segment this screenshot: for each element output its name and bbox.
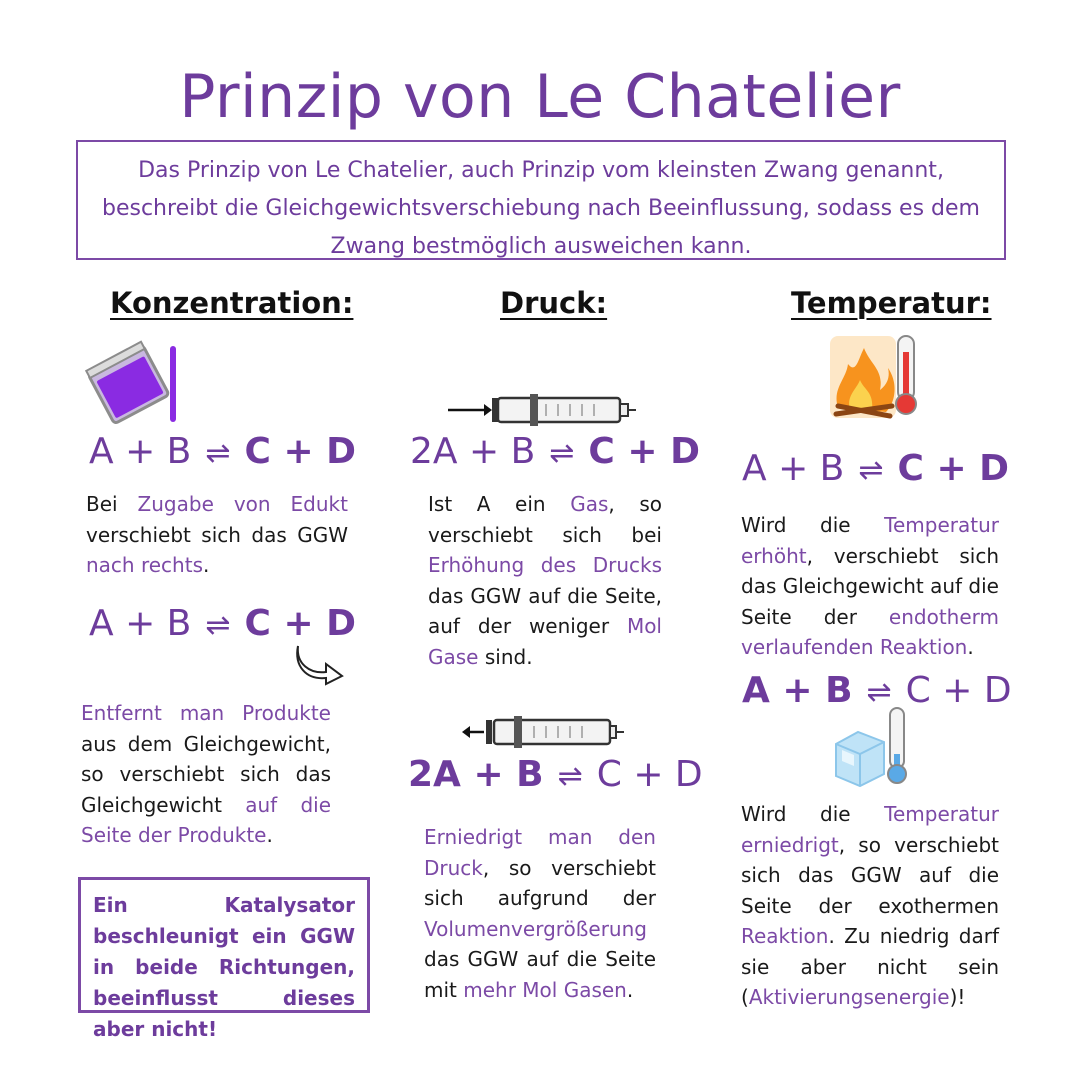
equilibrium-arrow: ⇌ bbox=[858, 453, 884, 488]
text: . bbox=[202, 553, 210, 577]
highlight: Temperatur erhöht bbox=[741, 513, 999, 568]
ice-thermometer-icon bbox=[828, 704, 912, 790]
druck-equation-1 bbox=[410, 431, 700, 472]
highlight: Erhöhung des Drucks bbox=[428, 553, 662, 577]
druck-text-2 bbox=[424, 822, 656, 1005]
text: , so verschiebt sich das GGW auf die Seite der exothermen bbox=[741, 832, 999, 918]
eq-rhs: C + D bbox=[244, 431, 357, 472]
text: Ist A ein bbox=[428, 492, 571, 516]
katalysator-box: Ein Katalysator beschleunigt ein GGW in beide Richtungen, beeinflusst dieses aber nicht! bbox=[78, 877, 370, 1013]
konz-equation-2 bbox=[89, 603, 356, 644]
beaker-pour-icon bbox=[84, 334, 194, 426]
eq-lhs: 2A + B bbox=[408, 754, 544, 795]
text: . bbox=[967, 635, 974, 659]
equilibrium-arrow: ⇌ bbox=[205, 608, 231, 643]
text: . bbox=[626, 977, 634, 1002]
text: , so verschiebt sich bei bbox=[428, 492, 663, 547]
druck-equation-2 bbox=[408, 754, 703, 795]
text: , so verschiebt sich aufgrund der bbox=[424, 855, 656, 910]
text: Wird die bbox=[741, 802, 885, 826]
heading-temperatur: Temperatur: bbox=[791, 286, 992, 320]
eq-rhs: C + D bbox=[244, 603, 357, 644]
highlight: Mol Gase bbox=[428, 614, 662, 669]
intro-box: Das Prinzip von Le Chatelier, auch Prinzip vom kleinsten Zwang genannt, beschreibt die Gleichgewichtsverschiebung nach Beeinflussung, sodass es dem Zwang bestmöglich ausweichen kann. bbox=[76, 140, 1006, 260]
text: Wird die bbox=[741, 513, 885, 537]
eq-rhs: C + D bbox=[596, 754, 703, 795]
text: . bbox=[266, 823, 273, 847]
equilibrium-arrow: ⇌ bbox=[549, 436, 575, 471]
highlight: endotherm verlaufenden Reaktion bbox=[741, 604, 999, 659]
eq-rhs: C + D bbox=[897, 448, 1010, 489]
page-title: Prinzip von Le Chatelier bbox=[179, 62, 901, 132]
heading-konzentration: Konzentration: bbox=[110, 286, 354, 320]
eq-lhs: A + B bbox=[742, 448, 845, 489]
equilibrium-arrow: ⇌ bbox=[557, 759, 583, 794]
eq-lhs: A + B bbox=[89, 603, 192, 644]
highlight: Temperatur erniedrigt bbox=[741, 802, 999, 857]
text: aus dem Gleichgewicht, so verschiebt sich das Gleichgewicht bbox=[81, 731, 331, 817]
eq-rhs: C + D bbox=[905, 670, 1012, 711]
highlight: Entfernt man Produkte bbox=[81, 701, 331, 725]
eq-lhs: 2A + B bbox=[410, 431, 536, 472]
equilibrium-arrow: ⇌ bbox=[205, 436, 231, 471]
eq-lhs: A + B bbox=[742, 670, 853, 711]
highlight: Gas bbox=[570, 492, 609, 516]
text: Bei bbox=[86, 492, 138, 516]
fire-thermometer-icon bbox=[826, 330, 920, 422]
equilibrium-arrow: ⇌ bbox=[866, 675, 892, 710]
text: )! bbox=[949, 985, 966, 1009]
highlight: Volumenvergrößerung bbox=[424, 916, 647, 941]
highlight: Reaktion bbox=[741, 924, 829, 948]
highlight: nach rechts bbox=[86, 553, 203, 577]
text: . Zu niedrig darf sie aber nicht sein ( bbox=[741, 924, 999, 1009]
eq-lhs: A + B bbox=[89, 431, 192, 472]
highlight: Zugabe von Edukt bbox=[137, 492, 348, 516]
konz-equation-1 bbox=[89, 431, 356, 472]
syringe-push-icon bbox=[446, 392, 636, 428]
text: verschiebt sich das GGW bbox=[86, 522, 348, 547]
heading-druck: Druck: bbox=[500, 286, 608, 320]
temp-equation-1 bbox=[742, 448, 1009, 489]
text: sind. bbox=[478, 644, 533, 669]
temp-text-1 bbox=[741, 510, 999, 663]
konz-text-1 bbox=[86, 489, 348, 581]
eq-rhs: C + D bbox=[588, 431, 700, 472]
text: das GGW auf die Seite mit bbox=[424, 947, 656, 1002]
konz-text-2 bbox=[81, 698, 331, 851]
curved-arrow-icon bbox=[292, 642, 348, 686]
syringe-pull-icon bbox=[460, 714, 624, 750]
highlight: Aktivierungsenergie bbox=[748, 985, 950, 1009]
highlight: Erniedrigt man den Druck bbox=[424, 825, 656, 880]
druck-text-1 bbox=[428, 489, 662, 672]
highlight: auf die Seite der Produkte bbox=[81, 792, 332, 847]
temp-text-2 bbox=[741, 799, 999, 1013]
text: , verschiebt sich das Gleichgewicht auf die Seite der bbox=[741, 543, 999, 629]
highlight: mehr Mol Gasen bbox=[463, 977, 627, 1002]
text: das GGW auf die Seite, auf der weniger bbox=[428, 583, 662, 638]
